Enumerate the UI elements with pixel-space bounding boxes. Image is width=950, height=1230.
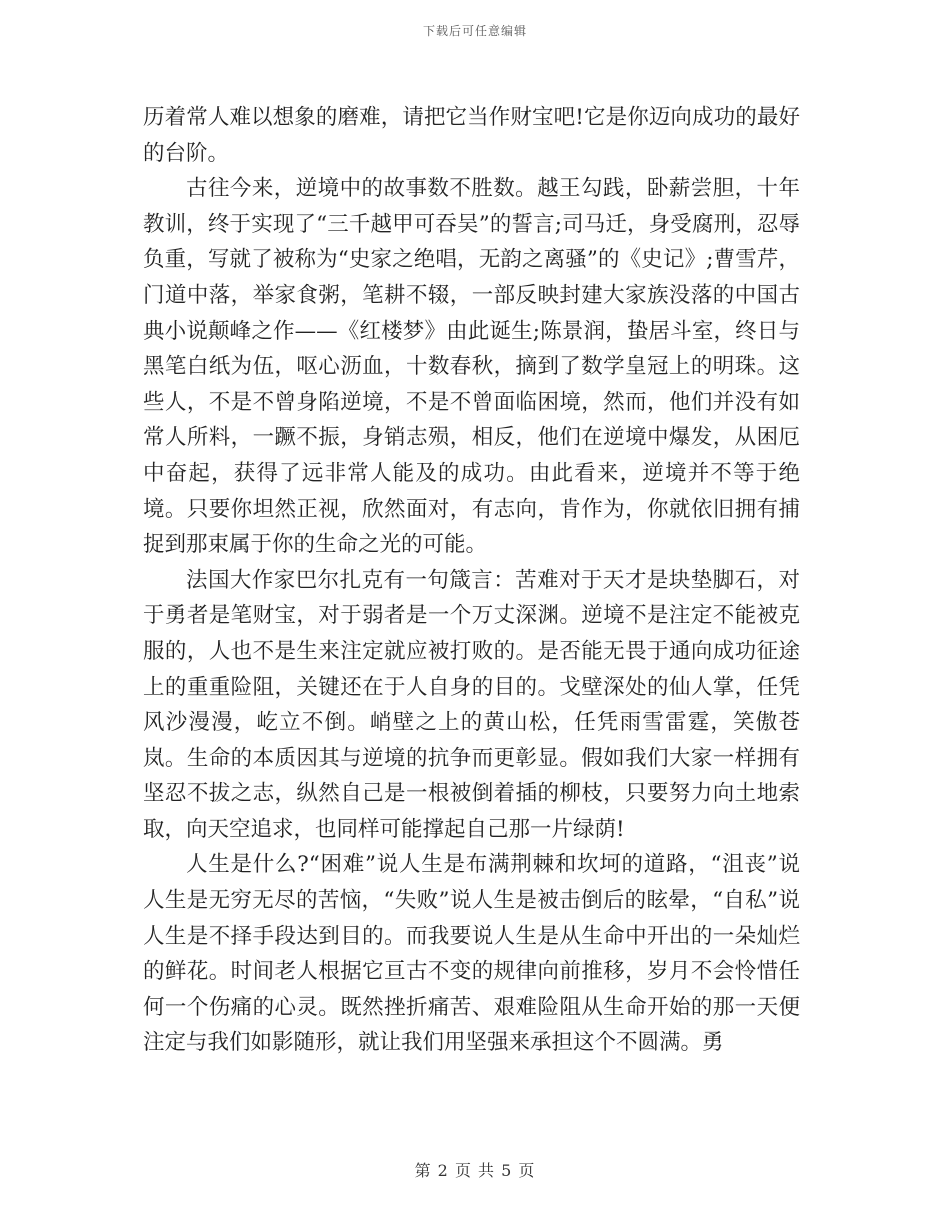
paragraph-continuation: 历着常人难以想象的磨难，请把它当作财宝吧!它是你迈向成功的最好的台阶。 (143, 105, 800, 166)
page-header: 下载后可任意编辑 (422, 24, 527, 38)
page-number-suffix: 页 (518, 1161, 536, 1180)
paragraph-adversity-examples: 古往今来，逆境中的故事数不胜数。越王勾践，卧薪尝胆，十年教训，终于实现了“三千越甲可吞吴”的誓言;司马迁，身受腐刑，忍辱负重，写就了被称为“史家之绝唱，无韵之离骚”的《史记》;曹雪芹，门道中落，举家食粥，笔耕不辍，一部反映封建大家族没落的中国古典小说颠峰之作——《红楼梦》由此诞生;陈景润，蛰居斗室，终日与黑笔白纸为伍，呕心沥血，十数春秋，摘到了数学皇冠上的明珠。这些人，不是不曾身陷逆境，不是不曾面临困境，然而，他们并没有如常人所料，一蹶不振，身销志殒，相反，他们在逆境中爆发，从困厄中奋起，获得了远非常人能及的成功。由此看来，逆境并不等于绝境。只要你坦然正视，欣然面对，有志向，肯作为，你就依旧拥有捕捉到那束属于你的生命之光的可能。 (143, 176, 800, 558)
paragraph-balzac-quote: 法国大作家巴尔扎克有一句箴言：苦难对于天才是块垫脚石，对于勇者是笔财宝，对于弱者是一个万丈深渊。逆境不是注定不能被克服的，人也不是生来注定就应被打败的。是否能无畏于通向成功征途上的重重险阻，关键还在于人自身的目的。戈壁深处的仙人掌，任凭风沙漫漫，屹立不倒。峭壁之上的黄山松，任凭雨雪雷霆，笑傲苍岚。生命的本质因其与逆境的抗争而更彰显。假如我们大家一样拥有坚忍不拔之志，纵然自己是一根被倒着插的柳枝，只要努力向土地索取，向天空追求，也同样可能撑起自己那一片绿荫! (143, 567, 800, 842)
total-page-count: 5 (501, 1161, 513, 1180)
page-footer (0, 1158, 950, 1181)
current-page-number: 2 (437, 1161, 449, 1180)
document-body (143, 100, 800, 1061)
page-number-middle: 页 共 (454, 1161, 496, 1180)
page-number-prefix: 第 (414, 1161, 432, 1180)
paragraph-what-is-life: 人生是什么?“困难”说人生是布满荆棘和坎坷的道路，“沮丧”说人生是无穷无尽的苦恼，“失败”说人生是被击倒后的眩晕，“自私”说人生是不择手段达到目的。而我要说人生是从生命中开出的一朵灿烂的鲜花。时间老人根据它亘古不变的规律向前推移，岁月不会怜惜任何一个伤痛的心灵。既然挫折痛苦、艰难险阻从生命开始的那一天便注定与我们如影随形，就让我们用坚强来承担这个不圆满。勇 (143, 852, 800, 1056)
